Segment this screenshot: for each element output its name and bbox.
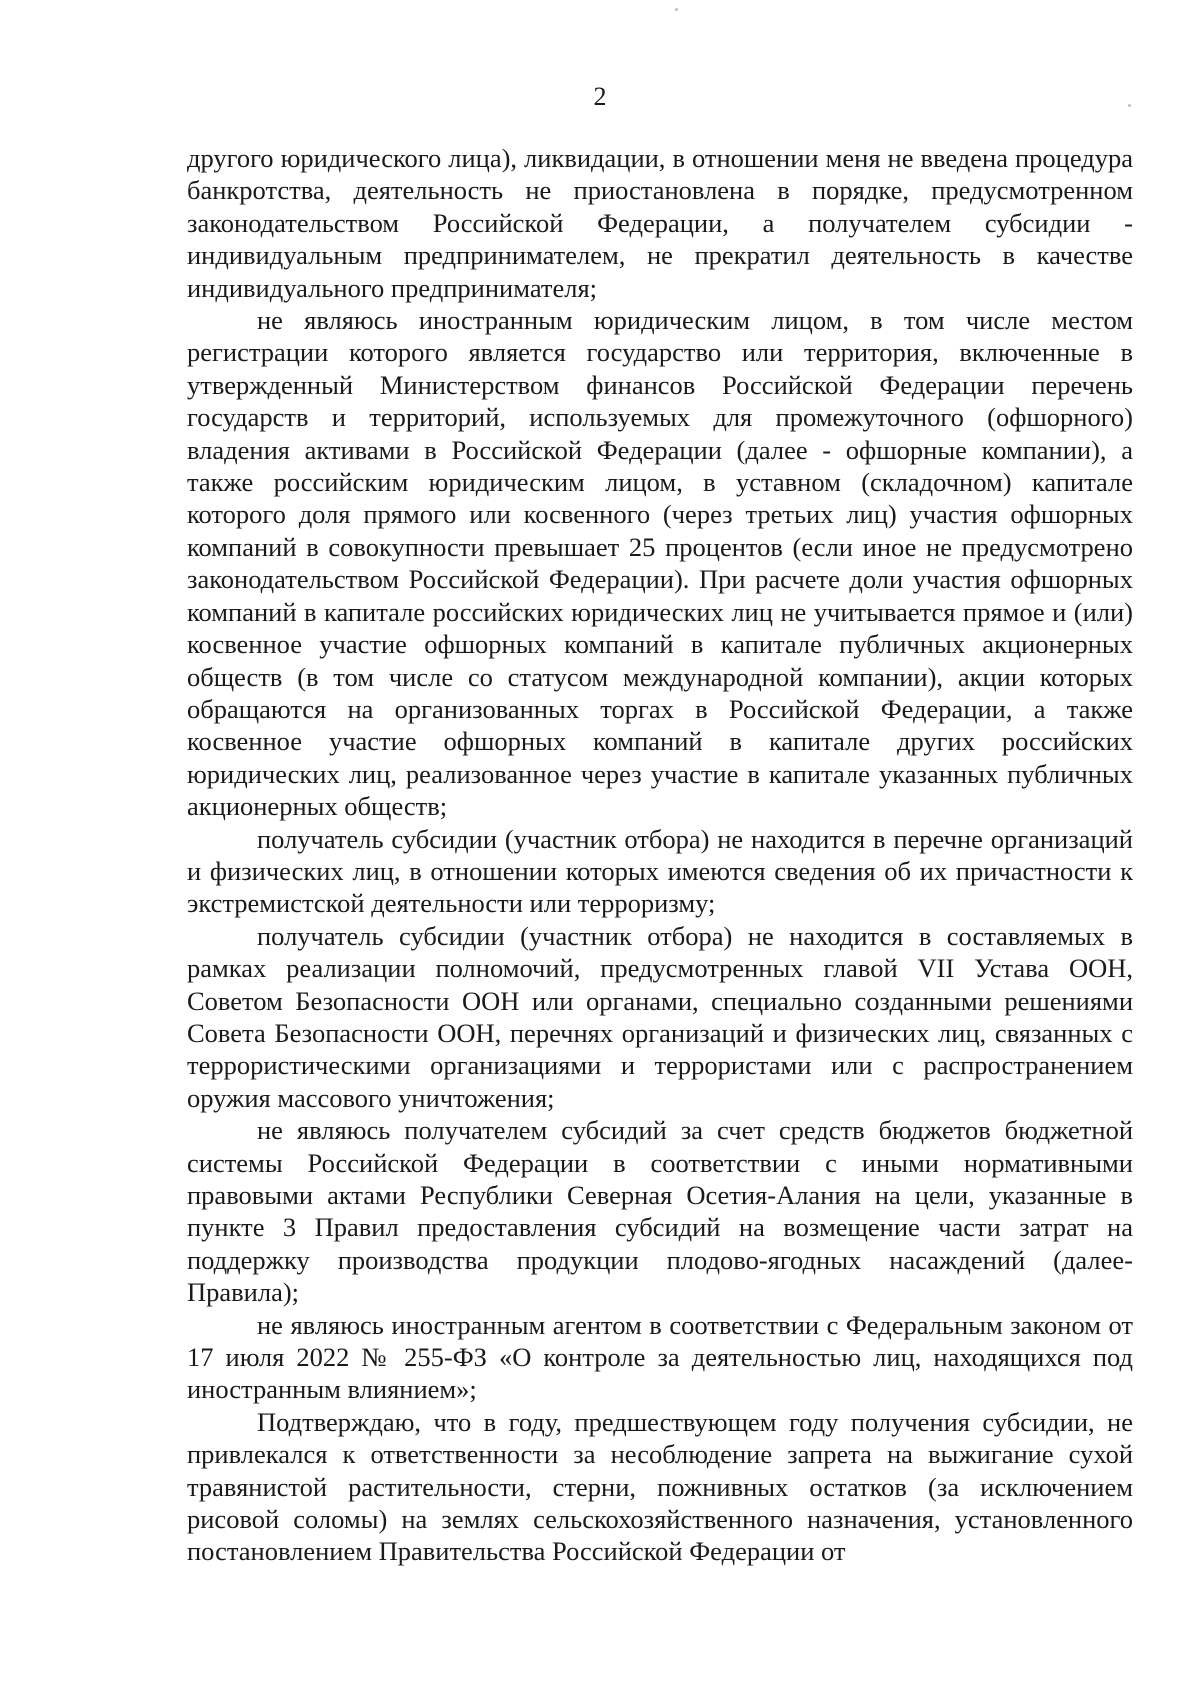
paragraph: другого юридического лица), ликвидации, в отношении меня не введена процедура банкротства, деятельность не приостановлена в порядке, предусмотренном законодательством Российской Федерации, а получателем субсидии - индивидуальным предпринимателем, не прекратил деятельность в качестве индивидуального предпринимателя; <box>187 143 1133 303</box>
page-number: 2 <box>593 82 607 111</box>
paragraph: Подтверждаю, что в году, предшествующем году получения субсидии, не привлекался к ответственности за несоблюдение запрета на выжигание сухой травянистой растительности, стерни, пожнивных остатков (за исключением рисовой соломы) на землях сельскохозяйственного назначения, установленного постановлением Правительства Российской Федерации от <box>187 1406 1133 1567</box>
document-body <box>187 142 1133 1568</box>
scan-speck <box>675 8 678 11</box>
paragraph: получатель субсидии (участник отбора) не находится в составляемых в рамках реализации полномочий, предусмотренных главой VII Устава ООН, Советом Безопасности ООН или органами, специально созданными решениями Совета Безопасности ООН, перечнях организаций и физических лиц, связанных с террористическими организациями и террористами или с распространением оружия массового уничтожения; <box>187 920 1133 1113</box>
paragraph: не являюсь иностранным агентом в соответствии с Федеральным законом от 17 июля 2022 № 255-ФЗ «О контроле за деятельностью лиц, находящихся под иностранным влиянием»; <box>187 1309 1133 1405</box>
paragraph: не являюсь получателем субсидий за счет средств бюджетов бюджетной системы Российской Федерации в соответствии с иными нормативными правовыми актами Республики Северная Осетия-Алания на цели, указанные в пункте 3 Правил предоставления субсидий на возмещение части затрат на поддержку производства продукции плодово-ягодных насаждений (далее-Правила); <box>187 1115 1133 1308</box>
paragraph: получатель субсидии (участник отбора) не находится в перечне организаций и физических лиц, в отношении которых имеются сведения об их причастности к экстремистской деятельности или терроризму; <box>187 823 1133 919</box>
paragraph: не являюсь иностранным юридическим лицом, в том числе местом регистрации которого является государство или территория, включенные в утвержденный Министерством финансов Российской Федерации перечень государств и территорий, используемых для промежуточного (офшорного) владения активами в Российской Федерации (далее - офшорные компании), а также российским юридическим лицом, в уставном (складочном) капитале которого доля прямого или косвенного (через третьих лиц) участия офшорных компаний в совокупности превышает 25 процентов (если иное не предусмотрено законодательством Российской Федерации). При расчете доли участия офшорных компаний в капитале российских юридических лиц не учитывается прямое и (или) косвенное участие офшорных компаний в капитале публичных акционерных обществ (в том числе со статусом международной компании), акции которых обращаются на организованных торгах в Российской Федерации, а также косвенное участие офшорных компаний в капитале других российских юридических лиц, реализованное через участие в капитале указанных публичных акционерных обществ; <box>187 305 1133 822</box>
